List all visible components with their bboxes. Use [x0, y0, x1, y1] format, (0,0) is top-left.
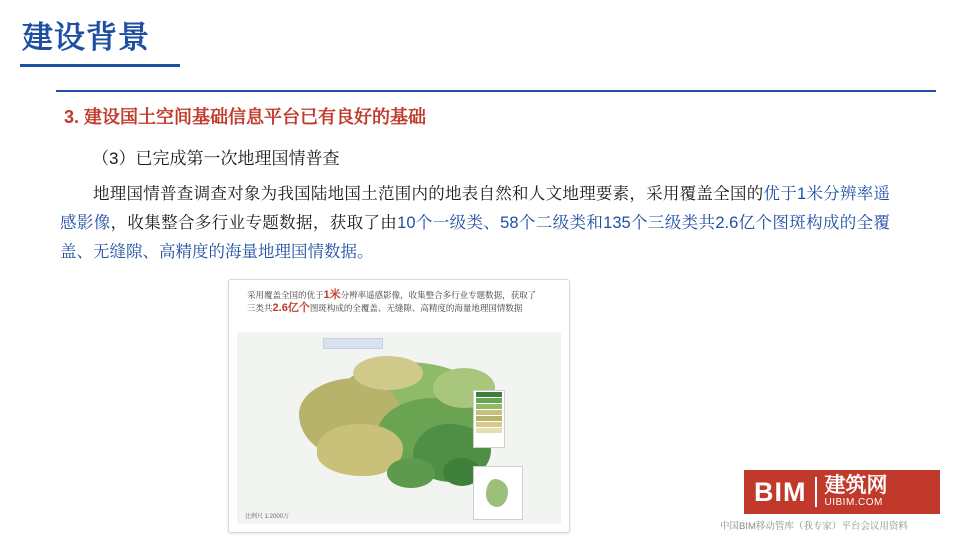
legend-swatch [476, 398, 502, 403]
logo-url: UIBIM.COM [824, 497, 883, 508]
map-legend [473, 390, 505, 448]
map-inset-south-sea [473, 466, 523, 520]
logo-text-group [825, 475, 888, 509]
paragraph-highlight-2: 10个一级类、58个二级类和135个三级类共2.6亿个图斑构成的全覆盖、无缝隙、高精度的海量地理国情数据。 [60, 214, 891, 261]
figure-caption [247, 289, 539, 315]
map-image [237, 332, 561, 524]
legend-swatch [476, 422, 502, 427]
sub-heading: （3）已完成第一次地理国情普查 [92, 149, 340, 168]
map-inset-shape [486, 479, 508, 507]
logo-divider [815, 477, 817, 507]
caption-post: 图斑构成的全覆盖、无缝隙、高精度的海量地理国情数据 [309, 303, 523, 313]
body-paragraph [60, 180, 890, 267]
legend-swatch [476, 392, 502, 397]
paragraph-part-1: 地理国情普查调查对象为我国陆地国土范围内的地表自然和人文地理要素，采用覆盖全国的 [93, 185, 764, 203]
map-scale-note: 比例尺 1:2000万 [245, 514, 290, 520]
header-divider [56, 90, 936, 92]
map-region-southwest [387, 458, 435, 488]
legend-swatch [476, 410, 502, 415]
legend-swatch [476, 404, 502, 409]
caption-red-1: 1米 [323, 289, 341, 301]
legend-swatch [476, 428, 502, 433]
paragraph-highlight-1: 优于1米分辨率遥感影像 [60, 185, 890, 232]
map-region-inner-mongolia [353, 356, 423, 390]
logo-brand-text: BIM [754, 476, 807, 507]
caption-pre: 采用覆盖全国的优于 [247, 290, 324, 300]
footer-note: 中国BIM移动管库（我专家）平台会议用资料 [720, 521, 908, 532]
caption-red-2: 2.6亿个 [272, 302, 310, 314]
figure-map-card [228, 279, 570, 533]
brand-logo [744, 470, 940, 514]
page-title: 建设背景 [22, 20, 150, 55]
paragraph-part-2: ，收集整合多行业专题数据，获取了由 [110, 214, 398, 232]
section-heading: 3. 建设国土空间基础信息平台已有良好的基础 [64, 107, 427, 127]
logo-brand-cn: 建筑网 [824, 474, 888, 497]
legend-swatch [476, 416, 502, 421]
title-underline [20, 64, 180, 67]
caption-mid: 分辨率遥感影像，收集整合多行业专题数据，获取了三类共 [247, 290, 537, 313]
